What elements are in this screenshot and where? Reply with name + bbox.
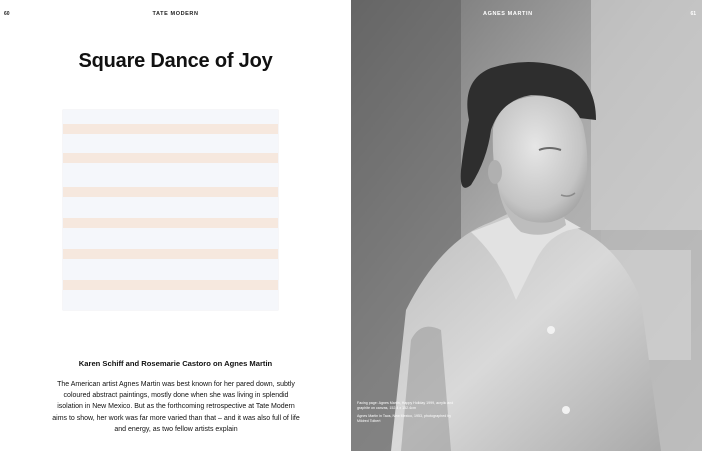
caption-painting: Facing page: Agnes Martin, Happy Holiday 1999, acrylic and graphite on canvas, 152.4 x 152.4cm: [357, 401, 454, 410]
painting-band: [63, 153, 278, 163]
painting-band: [63, 218, 278, 228]
running-head-right: AGNES MARTIN: [483, 11, 533, 17]
page-number-left: 60: [4, 11, 10, 17]
painting-band: [63, 187, 278, 197]
photo-caption: [357, 401, 457, 424]
article-title: Square Dance of Joy: [78, 50, 273, 72]
painting-band: [63, 124, 278, 134]
painting-band: [63, 249, 278, 259]
page-number-right: 61: [690, 11, 696, 17]
painting-band: [63, 280, 278, 290]
caption-photo: Agnes Martin in Taos, New Mexico, 1953, photographed by Mildred Tolbert: [357, 414, 452, 423]
right-page: [351, 0, 702, 451]
byline: Karen Schiff and Rosemarie Castoro on Agnes Martin: [78, 359, 273, 368]
painting-image: [63, 110, 278, 310]
running-head-left: TATE MODERN: [152, 11, 199, 17]
standfirst: The American artist Agnes Martin was best known for her pared down, subtly coloured abstract paintings, mostly done when she was living in splendid isolation in New Mexico. But as the forthcoming retrospective at Tate Modern aims to show, her work was far more varied than that – and it was also full of life and energy, as two fellow artists explain: [52, 381, 300, 433]
portrait-photo: [351, 0, 702, 451]
